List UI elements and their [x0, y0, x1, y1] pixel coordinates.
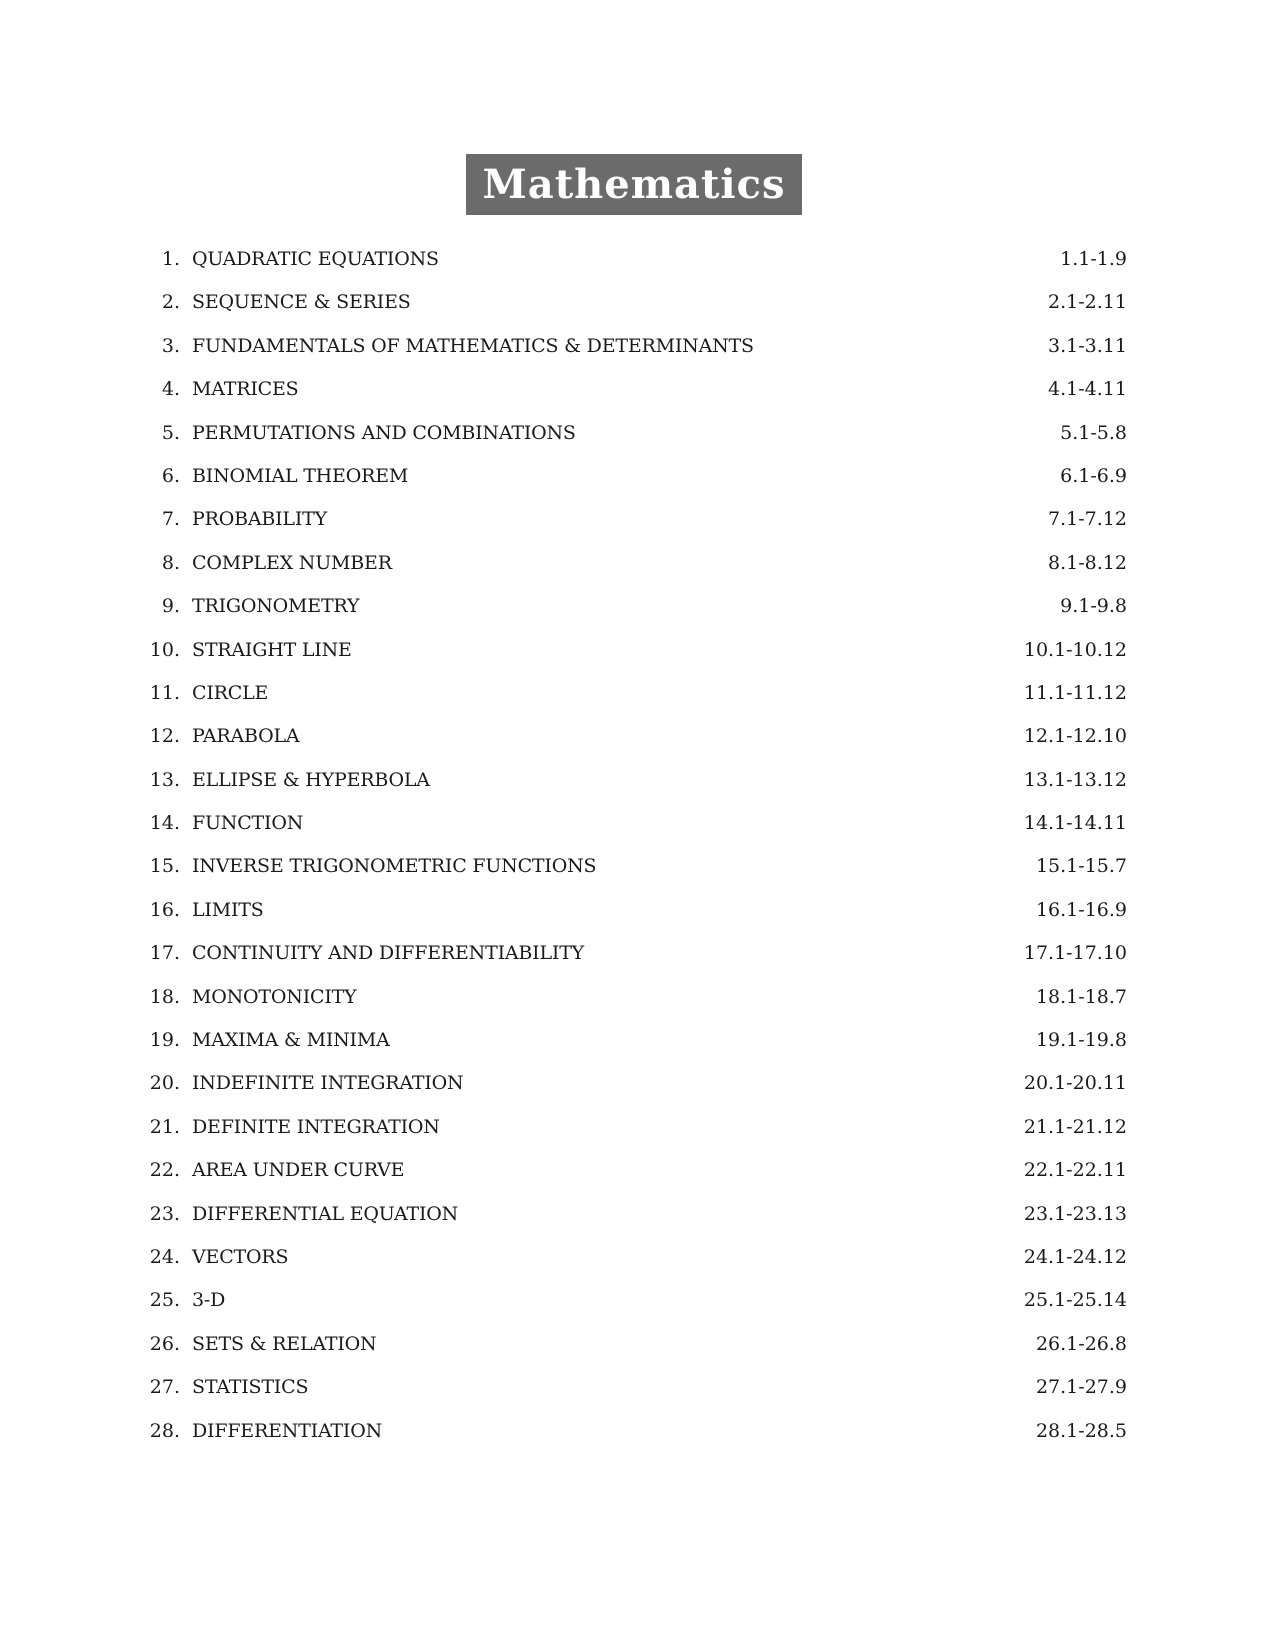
- chapter-number: 7.: [161, 508, 180, 531]
- chapter-page-range: 5.1-5.8: [1060, 421, 1127, 444]
- toc-entry[interactable]: [0, 325, 1275, 368]
- chapter-title: INVERSE TRIGONOMETRIC FUNCTIONS: [192, 855, 597, 878]
- page-title-banner: [466, 154, 802, 215]
- chapter-number: 10.: [149, 638, 180, 661]
- chapter-number: 25.: [149, 1289, 180, 1312]
- toc-entry[interactable]: [0, 542, 1275, 585]
- chapter-page-range: 6.1-6.9: [1060, 464, 1127, 487]
- chapter-number: 11.: [149, 681, 180, 704]
- toc-entry[interactable]: [0, 1366, 1275, 1409]
- chapter-page-range: 3.1-3.11: [1048, 334, 1127, 357]
- chapter-title: FUNCTION: [192, 812, 304, 835]
- chapter-page-range: 13.1-13.12: [1023, 768, 1127, 791]
- chapter-title: STATISTICS: [192, 1376, 309, 1399]
- chapter-number: 2.: [161, 291, 180, 314]
- chapter-number: 17.: [149, 942, 180, 965]
- chapter-number: 22.: [149, 1159, 180, 1182]
- chapter-page-range: 26.1-26.8: [1035, 1332, 1127, 1355]
- toc-entry[interactable]: [0, 455, 1275, 498]
- chapter-number: 27.: [149, 1376, 180, 1399]
- chapter-number: 12.: [149, 725, 180, 748]
- chapter-number: 9.: [161, 595, 180, 618]
- toc-entry[interactable]: [0, 1019, 1275, 1062]
- chapter-title: VECTORS: [192, 1245, 289, 1268]
- chapter-page-range: 22.1-22.11: [1023, 1159, 1127, 1182]
- chapter-title: FUNDAMENTALS OF MATHEMATICS & DETERMINANTS: [192, 334, 754, 357]
- toc-entry[interactable]: [0, 889, 1275, 932]
- chapter-page-range: 27.1-27.9: [1035, 1376, 1127, 1399]
- toc-entry[interactable]: [0, 715, 1275, 758]
- chapter-page-range: 8.1-8.12: [1048, 551, 1127, 574]
- chapter-number: 16.: [149, 898, 180, 921]
- toc-entry[interactable]: [0, 368, 1275, 411]
- chapter-page-range: 16.1-16.9: [1035, 898, 1127, 921]
- chapter-page-range: 19.1-19.8: [1035, 1029, 1127, 1052]
- chapter-page-range: 14.1-14.11: [1023, 812, 1127, 835]
- chapter-title: PROBABILITY: [192, 508, 327, 531]
- toc-entry[interactable]: [0, 1323, 1275, 1366]
- toc-entry[interactable]: [0, 629, 1275, 672]
- chapter-number: 28.: [149, 1419, 180, 1442]
- chapter-number: 1.: [161, 248, 180, 270]
- toc-entry[interactable]: [0, 498, 1275, 541]
- chapter-title: MATRICES: [192, 378, 299, 401]
- chapter-number: 26.: [149, 1332, 180, 1355]
- chapter-page-range: 7.1-7.12: [1048, 508, 1127, 531]
- chapter-number: 13.: [149, 768, 180, 791]
- chapter-title: SEQUENCE & SERIES: [192, 291, 411, 314]
- chapter-page-range: 1.1-1.9: [1060, 248, 1127, 270]
- chapter-title: LIMITS: [192, 898, 264, 921]
- chapter-page-range: 12.1-12.10: [1023, 725, 1127, 748]
- chapter-title: 3-D: [192, 1289, 226, 1312]
- chapter-number: 24.: [149, 1245, 180, 1268]
- chapter-page-range: 10.1-10.12: [1023, 638, 1127, 661]
- chapter-number: 6.: [161, 464, 180, 487]
- chapter-number: 19.: [149, 1029, 180, 1052]
- toc-entry[interactable]: [0, 238, 1275, 281]
- chapter-title: MONOTONICITY: [192, 985, 357, 1008]
- chapter-page-range: 2.1-2.11: [1048, 291, 1127, 314]
- chapter-title: BINOMIAL THEOREM: [192, 464, 409, 487]
- chapter-number: 18.: [149, 985, 180, 1008]
- chapter-page-range: 17.1-17.10: [1023, 942, 1127, 965]
- toc-entry[interactable]: [0, 672, 1275, 715]
- chapter-title: AREA UNDER CURVE: [192, 1159, 405, 1182]
- toc-entry[interactable]: [0, 976, 1275, 1019]
- chapter-page-range: 28.1-28.5: [1035, 1419, 1127, 1442]
- chapter-number: 5.: [161, 421, 180, 444]
- chapter-title: PERMUTATIONS AND COMBINATIONS: [192, 421, 576, 444]
- chapter-title: TRIGONOMETRY: [192, 595, 360, 618]
- chapter-number: 14.: [149, 812, 180, 835]
- chapter-title: QUADRATIC EQUATIONS: [192, 248, 439, 270]
- chapter-title: CIRCLE: [192, 681, 269, 704]
- chapter-page-range: 24.1-24.12: [1023, 1245, 1127, 1268]
- toc-entry[interactable]: [0, 1279, 1275, 1322]
- chapter-number: 4.: [161, 378, 180, 401]
- chapter-title: MAXIMA & MINIMA: [192, 1029, 390, 1052]
- chapter-page-range: 18.1-18.7: [1035, 985, 1127, 1008]
- chapter-title: STRAIGHT LINE: [192, 638, 352, 661]
- chapter-title: DIFFERENTIATION: [192, 1419, 383, 1442]
- toc-entry[interactable]: [0, 1410, 1275, 1453]
- chapter-title: COMPLEX NUMBER: [192, 551, 392, 574]
- toc-entry[interactable]: [0, 802, 1275, 845]
- chapter-title: INDEFINITE INTEGRATION: [192, 1072, 464, 1095]
- toc-entry[interactable]: [0, 1193, 1275, 1236]
- chapter-page-range: 20.1-20.11: [1023, 1072, 1127, 1095]
- chapter-title: SETS & RELATION: [192, 1332, 377, 1355]
- chapter-number: 20.: [149, 1072, 180, 1095]
- chapter-title: DIFFERENTIAL EQUATION: [192, 1202, 459, 1225]
- page-title: Mathematics: [482, 160, 786, 208]
- toc-entry[interactable]: [0, 412, 1275, 455]
- chapter-number: 15.: [149, 855, 180, 878]
- chapter-page-range: 23.1-23.13: [1023, 1202, 1127, 1225]
- toc-entry[interactable]: [0, 1062, 1275, 1105]
- chapter-number: 8.: [161, 551, 180, 574]
- toc-entry[interactable]: [0, 845, 1275, 888]
- toc-entry[interactable]: [0, 1236, 1275, 1279]
- toc-entry[interactable]: [0, 1106, 1275, 1149]
- chapter-page-range: 21.1-21.12: [1023, 1115, 1127, 1138]
- toc-entry[interactable]: [0, 585, 1275, 628]
- toc-entry[interactable]: [0, 281, 1275, 324]
- chapter-title: DEFINITE INTEGRATION: [192, 1115, 440, 1138]
- chapter-page-range: 15.1-15.7: [1035, 855, 1127, 878]
- chapter-page-range: 9.1-9.8: [1060, 595, 1127, 618]
- chapter-title: ELLIPSE & HYPERBOLA: [192, 768, 430, 791]
- table-of-contents: [0, 238, 1275, 1453]
- chapter-page-range: 4.1-4.11: [1048, 378, 1127, 401]
- toc-entry[interactable]: [0, 759, 1275, 802]
- chapter-page-range: 11.1-11.12: [1023, 681, 1127, 704]
- chapter-number: 21.: [149, 1115, 180, 1138]
- chapter-title: CONTINUITY AND DIFFERENTIABILITY: [192, 942, 585, 965]
- chapter-number: 23.: [149, 1202, 180, 1225]
- toc-entry[interactable]: [0, 1149, 1275, 1192]
- chapter-number: 3.: [161, 334, 180, 357]
- chapter-page-range: 25.1-25.14: [1023, 1289, 1127, 1312]
- toc-entry[interactable]: [0, 932, 1275, 975]
- chapter-title: PARABOLA: [192, 725, 300, 748]
